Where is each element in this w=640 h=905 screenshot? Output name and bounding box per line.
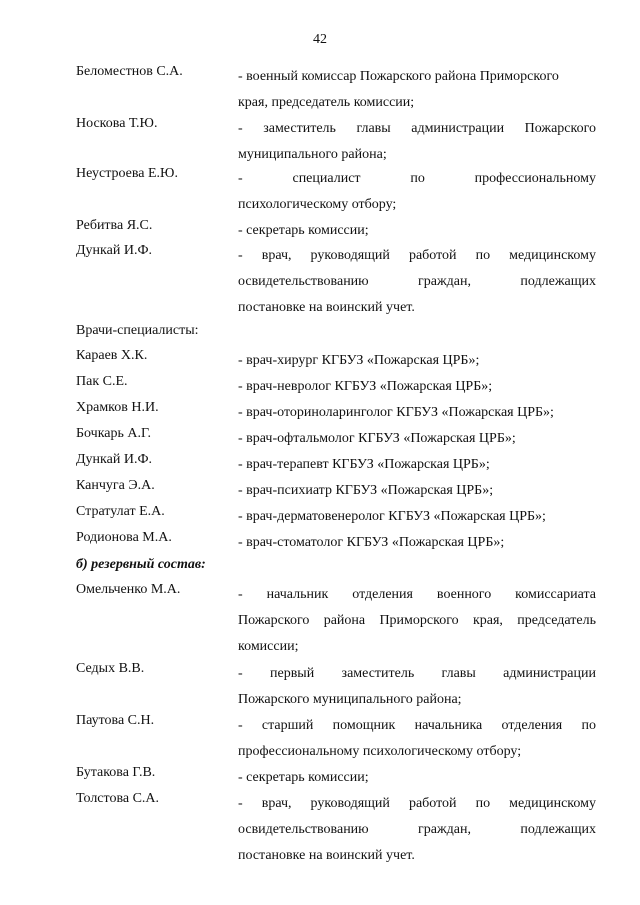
role-line: постановке на воинский учет. bbox=[238, 300, 415, 315]
member-role bbox=[238, 661, 596, 713]
role-line: комиссии; bbox=[238, 639, 299, 654]
member-name: Ребитва Я.С. bbox=[76, 218, 153, 233]
role-line: - врач, руководящий работой по медицинскому bbox=[238, 796, 596, 811]
member-name: Седых В.В. bbox=[76, 661, 145, 676]
role-line: освидетельствованию граждан, подлежащих bbox=[238, 822, 596, 837]
specialist-name: Родионова М.А. bbox=[76, 530, 172, 545]
member-role bbox=[238, 64, 596, 116]
specialist-role: - врач-дерматовенеролог КГБУЗ «Пожарская ЦРБ»; bbox=[238, 509, 546, 524]
member-name: Толстова С.А. bbox=[76, 791, 160, 806]
role-line: края, председатель комиссии; bbox=[238, 95, 415, 110]
member-role bbox=[238, 243, 596, 321]
role-line: - первый заместитель главы администрации bbox=[238, 666, 596, 681]
role-line: - специалист по профессиональному bbox=[238, 171, 596, 186]
role-line: освидетельствованию граждан, подлежащих bbox=[238, 274, 596, 289]
role-line: профессиональному психологическому отбору; bbox=[238, 744, 522, 759]
role-line: - заместитель главы администрации Пожарского bbox=[238, 121, 596, 136]
page-number: 42 bbox=[313, 32, 327, 47]
member-name: Омельченко М.А. bbox=[76, 582, 181, 597]
role-line: - врач, руководящий работой по медицинскому bbox=[238, 248, 596, 263]
specialist-role: - врач-терапевт КГБУЗ «Пожарская ЦРБ»; bbox=[238, 457, 490, 472]
member-role bbox=[238, 713, 596, 765]
specialist-role: - врач-психиатр КГБУЗ «Пожарская ЦРБ»; bbox=[238, 483, 494, 498]
role-line: муниципального района; bbox=[238, 147, 387, 162]
member-role bbox=[238, 791, 596, 869]
member-name: Беломестнов С.А. bbox=[76, 64, 183, 79]
specialist-name: Дункай И.Ф. bbox=[76, 452, 153, 467]
role-line: Пожарского района Приморского края, председатель bbox=[238, 613, 596, 628]
role-line: Пожарского муниципального района; bbox=[238, 692, 462, 707]
role-line: - старший помощник начальника отделения по bbox=[238, 718, 596, 733]
role-line: психологическому отбору; bbox=[238, 197, 397, 212]
role-line: - секретарь комиссии; bbox=[238, 223, 369, 238]
role-line: постановке на воинский учет. bbox=[238, 848, 415, 863]
member-name: Неустроева Е.Ю. bbox=[76, 166, 178, 181]
specialist-name: Канчуга Э.А. bbox=[76, 478, 155, 493]
specialist-name: Пак С.Е. bbox=[76, 374, 128, 389]
specialist-name: Храмков Н.И. bbox=[76, 400, 159, 415]
member-role bbox=[238, 765, 596, 791]
specialists-heading: Врачи-специалисты: bbox=[76, 323, 199, 338]
member-name: Бутакова Г.В. bbox=[76, 765, 156, 780]
member-name: Дункай И.Ф. bbox=[76, 243, 153, 258]
specialist-name: Караев Х.К. bbox=[76, 348, 148, 363]
member-role bbox=[238, 116, 596, 168]
specialist-role: - врач-невролог КГБУЗ «Пожарская ЦРБ»; bbox=[238, 379, 493, 394]
member-name: Паутова С.Н. bbox=[76, 713, 155, 728]
role-line: - секретарь комиссии; bbox=[238, 770, 369, 785]
specialist-name: Бочкарь А.Г. bbox=[76, 426, 152, 441]
role-line: - военный комиссар Пожарского района Приморского bbox=[238, 69, 559, 84]
specialist-role: - врач-стоматолог КГБУЗ «Пожарская ЦРБ»; bbox=[238, 535, 505, 550]
specialist-role: - врач-оториноларинголог КГБУЗ «Пожарская ЦРБ»; bbox=[238, 405, 554, 420]
member-role bbox=[238, 166, 596, 218]
reserve-heading: б) резервный состав: bbox=[76, 557, 206, 572]
specialist-role: - врач-хирург КГБУЗ «Пожарская ЦРБ»; bbox=[238, 353, 480, 368]
specialist-role: - врач-офтальмолог КГБУЗ «Пожарская ЦРБ»; bbox=[238, 431, 516, 446]
member-name: Носкова Т.Ю. bbox=[76, 116, 158, 131]
member-role bbox=[238, 218, 596, 244]
role-line: - начальник отделения военного комиссариата bbox=[238, 587, 596, 602]
specialist-name: Стратулат Е.А. bbox=[76, 504, 165, 519]
member-role bbox=[238, 582, 596, 660]
